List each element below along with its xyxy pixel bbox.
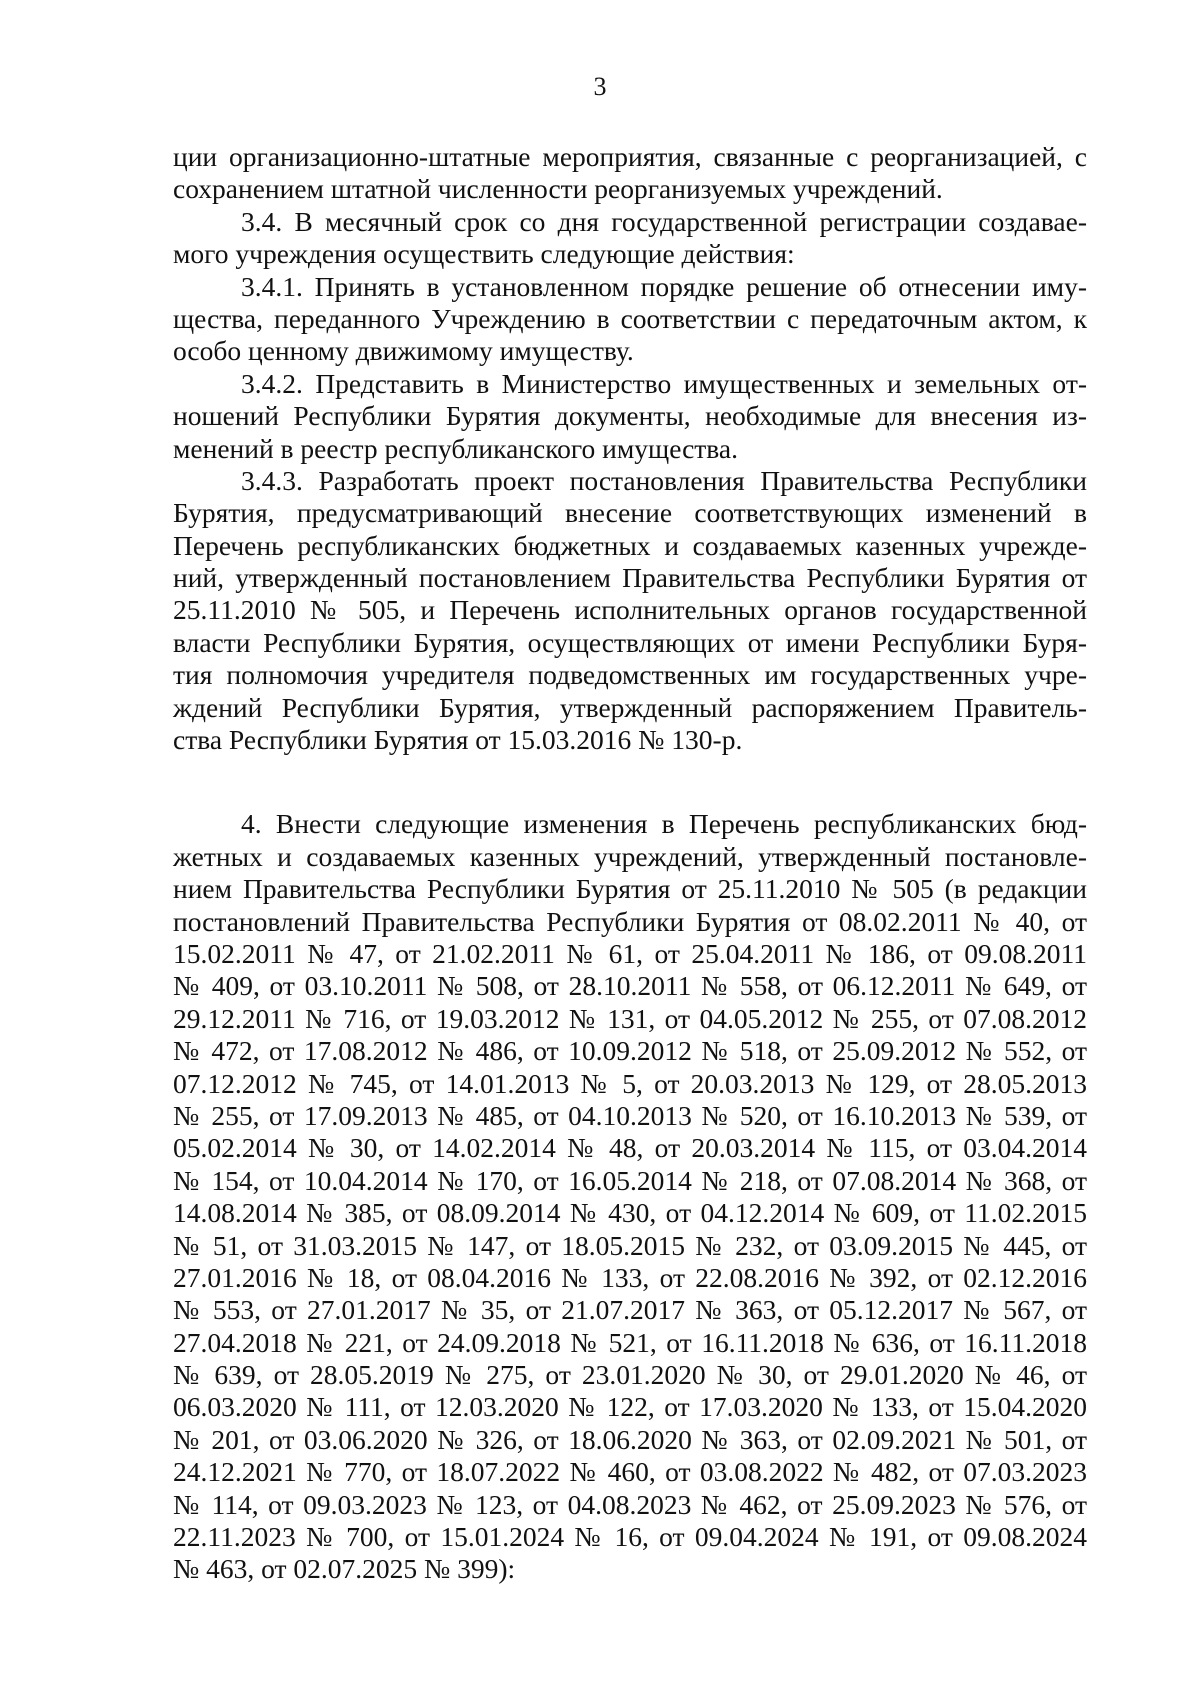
text-line: сохранением штатной численности реорганизуемых учреждений. <box>173 173 943 205</box>
page-number: 3 <box>593 72 607 101</box>
text-line: № 255, от 17.09.2013 № 485, от 04.10.2013 № 520, от 16.10.2013 № 539, от <box>173 1099 1087 1131</box>
text-line: № 154, от 10.04.2014 № 170, от 16.05.2014 № 218, от 07.08.2014 № 368, от <box>173 1164 1087 1196</box>
text-line: ции организационно-штатные мероприятия, связанные с реорганизацией, с <box>173 141 1087 172</box>
text-line: ний, утвержденный постановлением Правительства Республики Бурятия от <box>173 562 1087 594</box>
text-line: жетных и создаваемых казенных учреждений, утвержденный постановле- <box>173 840 1087 872</box>
text-line: 05.02.2014 № 30, от 14.02.2014 № 48, от 20.03.2014 № 115, от 03.04.2014 <box>173 1132 1087 1164</box>
text-line: 25.11.2010 № 505, и Перечень исполнительных органов государственной <box>173 594 1087 626</box>
text-line: № 463, от 02.07.2025 № 399): <box>173 1553 516 1585</box>
paragraph-item-4 <box>173 808 1087 1585</box>
text-line: 07.12.2012 № 745, от 14.01.2013 № 5, от 20.03.2013 № 129, от 28.05.2013 <box>173 1067 1087 1099</box>
text-line: 14.08.2014 № 385, от 08.09.2014 № 430, от 04.12.2014 № 609, от 11.02.2015 <box>173 1197 1087 1229</box>
text-line: 06.03.2020 № 111, от 12.03.2020 № 122, от 17.03.2020 № 133, от 15.04.2020 <box>173 1391 1087 1423</box>
text-line: менений в реестр республиканского имущества. <box>173 432 739 464</box>
text-line: Бурятия, предусматривающий внесение соответствующих изменений в <box>173 497 1087 529</box>
text-line: постановлений Правительства Республики Бурятия от 08.02.2011 № 40, от <box>173 905 1087 937</box>
text-line: 22.11.2023 № 700, от 15.01.2024 № 16, от 09.04.2024 № 191, от 09.08.2024 <box>173 1521 1087 1553</box>
text-line: № 639, от 28.05.2019 № 275, от 23.01.2020 № 30, от 29.01.2020 № 46, от <box>173 1359 1087 1391</box>
text-line: ства Республики Бурятия от 15.03.2016 № 130-р. <box>173 724 743 756</box>
text-line: 24.12.2021 № 770, от 18.07.2022 № 460, от 03.08.2022 № 482, от 07.03.2023 <box>173 1456 1087 1488</box>
text-line: мого учреждения осуществить следующие действия: <box>173 238 795 270</box>
text-line: тия полномочия учредителя подведомственных им государственных учре- <box>173 659 1087 691</box>
paragraph-spacer <box>173 756 1087 808</box>
text-line: власти Республики Бурятия, осуществляющих от имени Республики Буря- <box>173 626 1087 658</box>
text-line: № 51, от 31.03.2015 № 147, от 18.05.2015 № 232, от 03.09.2015 № 445, от <box>173 1229 1087 1261</box>
text-line: особо ценному движимому имуществу. <box>173 335 634 367</box>
text-line: № 553, от 27.01.2017 № 35, от 21.07.2017 № 363, от 05.12.2017 № 567, от <box>173 1294 1087 1326</box>
text-line: нием Правительства Республики Бурятия от 25.11.2010 № 505 (в редакции <box>173 873 1087 905</box>
text-line: № 201, от 03.06.2020 № 326, от 18.06.2020 № 363, от 02.09.2021 № 501, от <box>173 1423 1087 1455</box>
text-line: щества, переданного Учреждению в соответствии с передаточным актом, к <box>173 302 1087 334</box>
text-line: № 409, от 03.10.2011 № 508, от 28.10.2011 № 558, от 06.12.2011 № 649, от <box>173 970 1087 1002</box>
text-line: 27.04.2018 № 221, от 24.09.2018 № 521, от 16.11.2018 № 636, от 16.11.2018 <box>173 1326 1087 1358</box>
text-line: Перечень республиканских бюджетных и создаваемых казенных учрежде- <box>173 529 1087 561</box>
document-body <box>173 141 1087 1586</box>
text-line: 27.01.2016 № 18, от 08.04.2016 № 133, от 22.08.2016 № 392, от 02.12.2016 <box>173 1261 1087 1293</box>
text-line: 3.4.2. Представить в Министерство имущественных и земельных от- <box>241 367 1087 399</box>
text-line: 4. Внести следующие изменения в Перечень республиканских бюд- <box>241 808 1087 840</box>
text-line: 3.4.3. Разработать проект постановления Правительства Республики <box>241 464 1087 496</box>
text-line: № 472, от 17.08.2012 № 486, от 10.09.2012 № 518, от 25.09.2012 № 552, от <box>173 1035 1087 1067</box>
text-line: 3.4.1. Принять в установленном порядке решение об отнесении иму- <box>241 270 1087 302</box>
paragraph-group-item-3 <box>173 141 1087 756</box>
text-line: 29.12.2011 № 716, от 19.03.2012 № 131, от 04.05.2012 № 255, от 07.08.2012 <box>173 1002 1087 1034</box>
text-line: ношений Республики Бурятия документы, необходимые для внесения из- <box>173 400 1087 432</box>
text-line: № 114, от 09.03.2023 № 123, от 04.08.2023 № 462, от 25.09.2023 № 576, от <box>173 1488 1087 1520</box>
text-line: ждений Республики Бурятия, утвержденный распоряжением Правитель- <box>173 691 1087 723</box>
text-line: 15.02.2011 № 47, от 21.02.2011 № 61, от 25.04.2011 № 186, от 09.08.2011 <box>173 937 1087 969</box>
text-line: 3.4. В месячный срок со дня государственной регистрации создавае- <box>241 205 1087 237</box>
